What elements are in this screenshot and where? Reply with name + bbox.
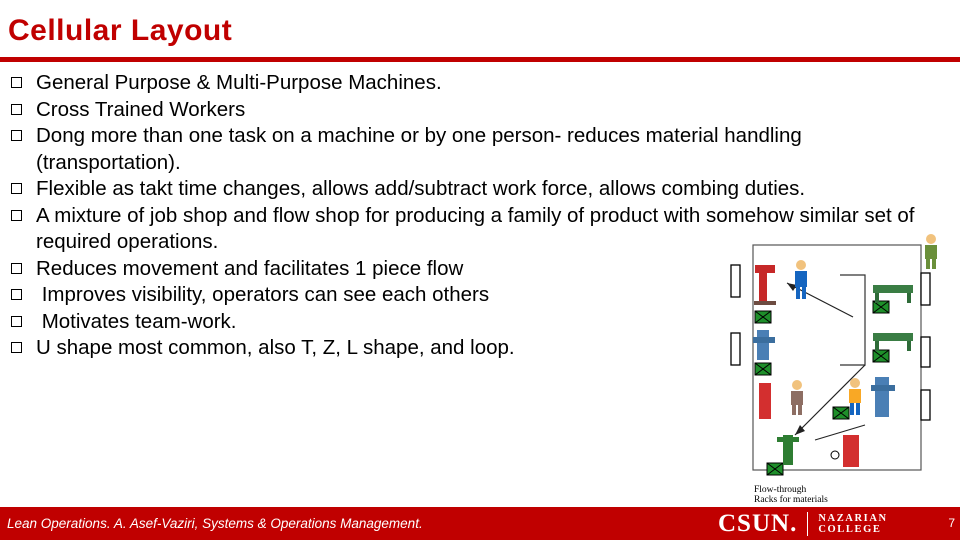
logo-sub-line: NAZARIAN: [818, 513, 888, 524]
bullet-text: Dong more than one task on a machine or by one person- reduces material handling (transportation).: [36, 124, 802, 174]
cell-outline: [753, 245, 921, 470]
material-rack-icon: [921, 390, 930, 420]
bullet-item: [10, 97, 950, 124]
drill-press-machine-icon: [754, 265, 776, 305]
kanban-square-icon: [873, 350, 889, 362]
bullet-text: Cross Trained Workers: [36, 97, 246, 121]
checkbox-bullet-icon: [11, 130, 22, 141]
checkbox-bullet-icon: [11, 289, 22, 300]
page-number: 7: [948, 516, 955, 530]
material-rack-icon: [731, 265, 740, 297]
checkbox-bullet-icon: [11, 210, 22, 221]
logo-sub-line: COLLEGE: [818, 524, 882, 535]
checkbox-bullet-icon: [11, 77, 22, 88]
bullet-text: Flexible as takt time changes, allows add/subtract work force, allows combing duties.: [36, 177, 806, 200]
lathe-machine-icon: [873, 285, 913, 303]
worker-icon: [795, 260, 807, 299]
cell-partition: [840, 275, 865, 365]
milling-machine-icon: [871, 377, 895, 417]
footer-citation: Lean Operations. A. Asef-Vaziri, Systems & Operations Management.: [7, 516, 423, 531]
bullet-text: Motivates team-work.: [36, 309, 237, 333]
kanban-square-icon: [833, 407, 849, 419]
kanban-square-icon: [767, 463, 783, 475]
red-machine-icon: [759, 383, 771, 419]
caption-line: Racks for materials: [754, 495, 828, 505]
milling-machine-icon: [753, 330, 775, 360]
checkbox-bullet-icon: [11, 263, 22, 274]
bullet-text: Reduces movement and facilitates 1 piece flow: [36, 256, 464, 280]
material-rack-icon: [921, 273, 930, 305]
material-rack-icon: [921, 337, 930, 367]
logo-sub-text: [818, 513, 887, 535]
worker-icon: [791, 380, 803, 415]
title-underline: [0, 57, 960, 62]
lathe-machine-icon: [873, 333, 913, 351]
bullet-text: General Purpose & Multi-Purpose Machines.: [36, 71, 442, 94]
bullet-text: U shape most common, also T, Z, L shape, and loop.: [36, 336, 515, 359]
bullet-item: [10, 123, 950, 176]
worker-icon: [849, 378, 861, 415]
footer-bar: [0, 507, 960, 540]
logo-divider: [807, 512, 808, 536]
kanban-square-icon: [755, 311, 771, 323]
caption-line: Flow-through: [754, 485, 807, 495]
checkbox-bullet-icon: [11, 104, 22, 115]
checkbox-bullet-icon: [11, 316, 22, 327]
material-rack-icon: [731, 333, 740, 365]
csun-logo: [718, 511, 888, 537]
slide-title: Cellular Layout: [8, 14, 233, 47]
bullet-item: [10, 70, 950, 97]
red-machine-icon: [843, 435, 859, 467]
logo-main-text: CSUN.: [718, 510, 798, 537]
figure-caption: [754, 485, 828, 505]
checkbox-bullet-icon: [11, 342, 22, 353]
checkbox-bullet-icon: [11, 183, 22, 194]
kanban-square-icon: [755, 363, 771, 375]
worker-icon: [925, 234, 937, 269]
drill-press-machine-icon: [777, 435, 799, 465]
cellular-layout-illustration: [725, 225, 960, 510]
gauge-icon: [831, 451, 839, 459]
bullet-text: Improves visibility, operators can see each others: [36, 283, 490, 306]
bullet-item: [10, 176, 950, 203]
bullet-text: A mixture of job shop and flow shop for producing a family of product with somehow similar set of required operations.: [36, 203, 915, 253]
